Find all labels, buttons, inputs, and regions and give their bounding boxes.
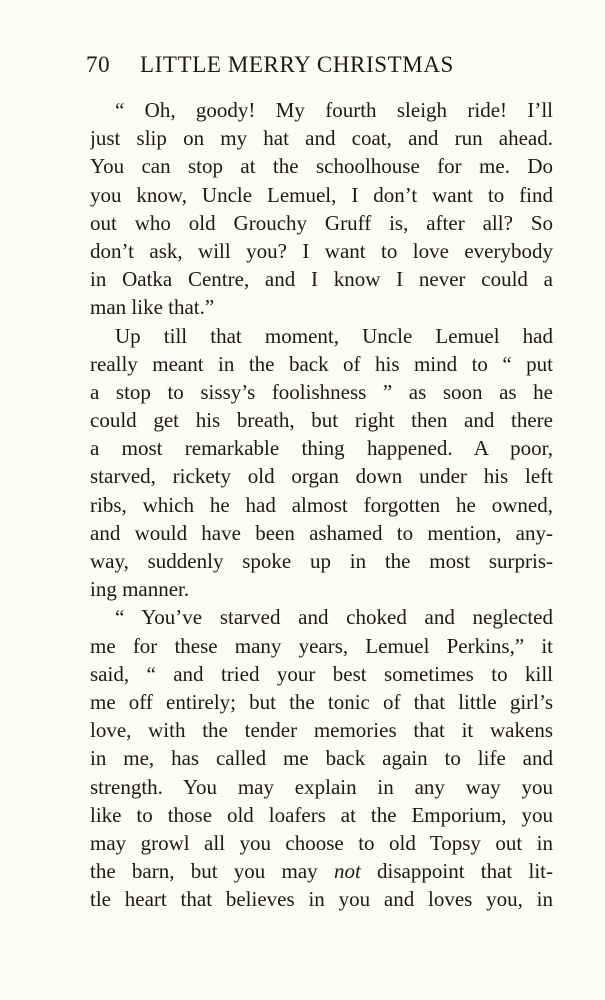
text-line: you know, Uncle Lemuel, I don’t want to find: [90, 182, 553, 207]
text-line: just slip on my hat and coat, and run ahead.: [90, 126, 553, 151]
text-line: “ Oh, goody! My fourth sleigh ride! I’ll: [115, 98, 553, 122]
text-line: starved, rickety old organ down under his left: [90, 464, 553, 489]
text-line: in Oatka Centre, and I know I never could a: [90, 267, 553, 292]
running-title: LITTLE MERRY CHRISTMAS: [140, 52, 454, 77]
text-line: me for these many years, Lemuel Perkins,” it: [90, 633, 553, 658]
text-line: like to those old loafers at the Emporium, you: [90, 802, 553, 827]
text-line-with-emphasis: [90, 857, 553, 885]
text-line: may growl all you choose to old Topsy out in: [90, 830, 553, 855]
text-line: man like that.”: [90, 295, 215, 320]
text-line: a stop to sissy’s foolishness ” as soon as he: [90, 379, 553, 404]
text-line: out who old Grouchy Gruff is, after all? So: [90, 210, 553, 235]
running-header: [86, 52, 556, 86]
text-segment: the barn, but you may: [90, 859, 334, 884]
text-line: “ You’ve starved and choked and neglected: [115, 605, 553, 630]
text-line: and would have been ashamed to mention, any-: [90, 520, 553, 545]
text-line: don’t ask, will you? I want to love everybody: [90, 238, 553, 263]
text-line: strength. You may explain in any way you: [90, 774, 553, 799]
text-line: Up till that moment, Uncle Lemuel had: [115, 323, 553, 348]
emphasized-word: not: [333, 859, 361, 884]
body-text: [90, 96, 553, 913]
text-line: love, with the tender memories that it wakens: [90, 718, 553, 743]
text-line: could get his breath, but right then and there: [90, 408, 553, 433]
text-line: said, “ and tried your best sometimes to kill: [90, 661, 553, 686]
text-line: really meant in the back of his mind to “ put: [90, 351, 553, 376]
text-line: You can stop at the schoolhouse for me. Do: [90, 154, 553, 179]
text-line: ing manner.: [90, 577, 190, 602]
text-line: a most remarkable thing happened. A poor,: [90, 436, 553, 461]
text-line: way, suddenly spoke up in the most surpris-: [90, 549, 553, 573]
text-line: tle heart that believes in you and loves you, in: [90, 887, 553, 912]
text-line: in me, has called me back again to life and: [90, 746, 553, 771]
page-number: 70: [86, 52, 111, 77]
text-line: me off entirely; but the tonic of that little girl’s: [90, 689, 553, 714]
text-line: ribs, which he had almost forgotten he owned,: [90, 492, 553, 517]
text-segment: disappoint that lit-: [360, 859, 553, 884]
